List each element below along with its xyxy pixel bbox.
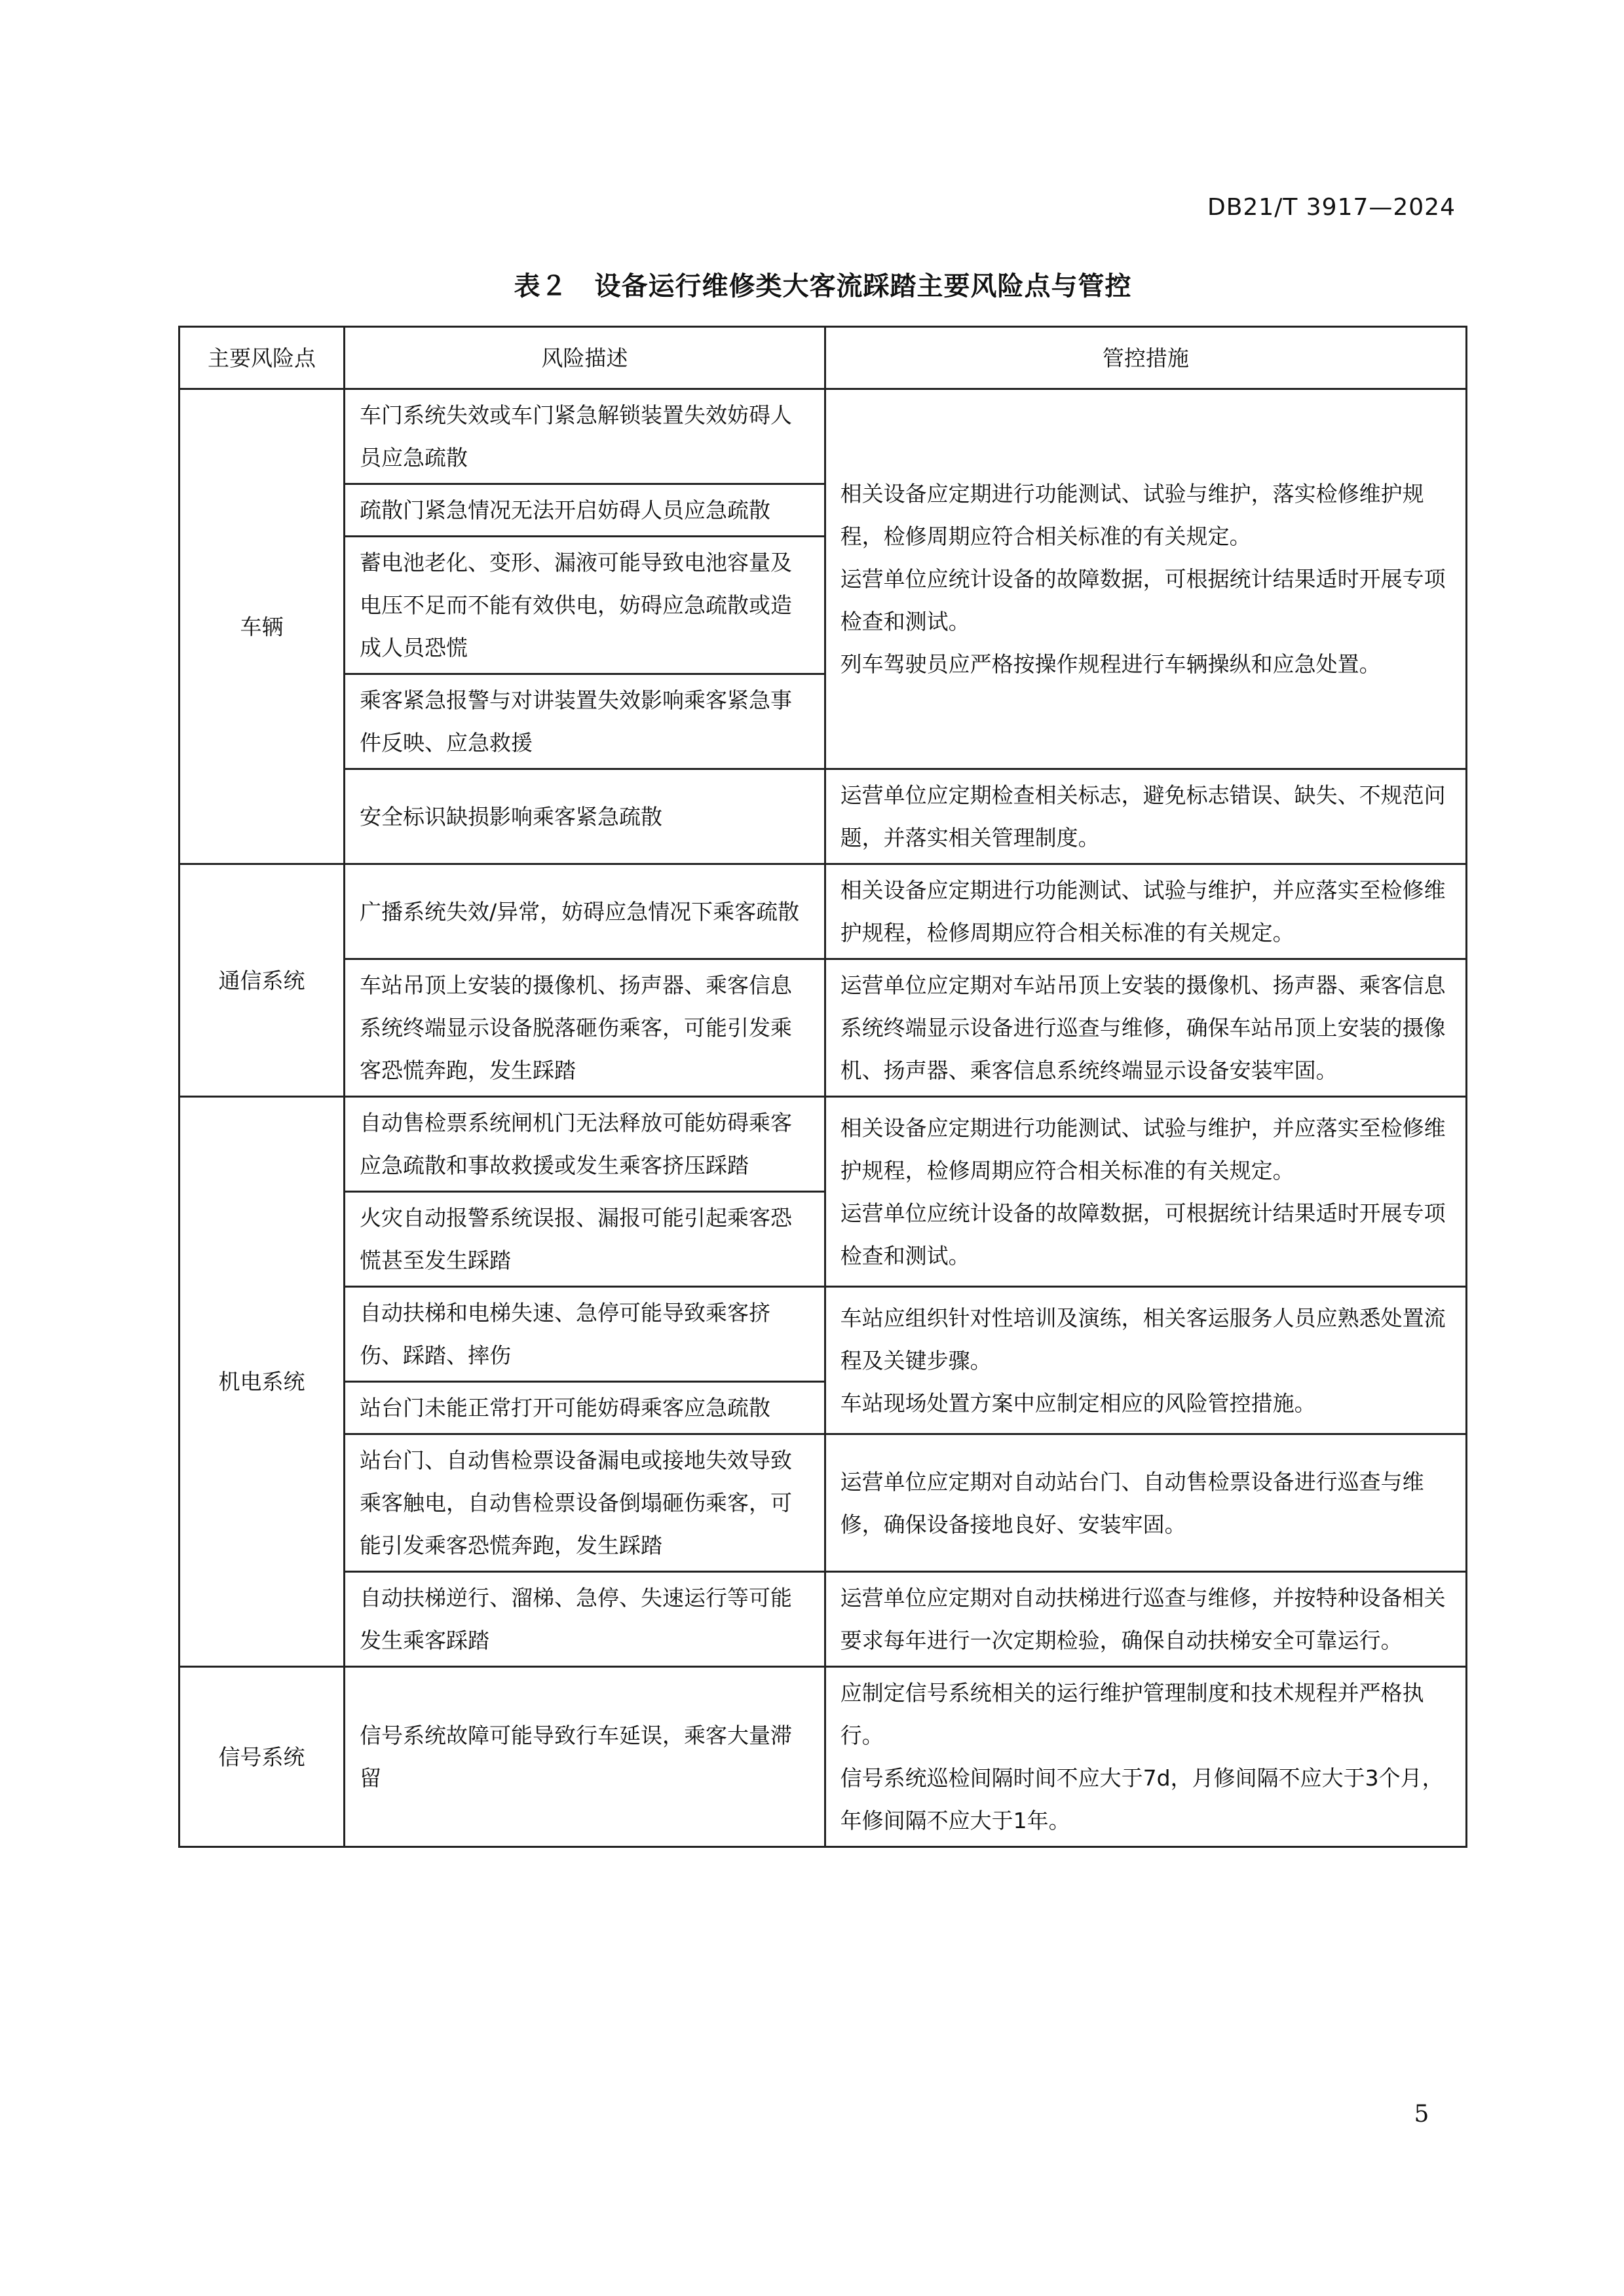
risk-description: 广播系统失效/异常，妨碍应急情况下乘客疏散: [344, 864, 825, 959]
risk-description: 车站吊顶上安装的摄像机、扬声器、乘客信息系统终端显示设备脱落砸伤乘客，可能引发乘客恐慌奔跑，发生踩踏: [344, 959, 825, 1097]
control-measure: [825, 1434, 1466, 1572]
table-row: [179, 864, 1467, 959]
control-paragraph: 运营单位应定期对车站吊顶上安装的摄像机、扬声器、乘客信息系统终端显示设备进行巡查与维修，确保车站吊顶上安装的摄像机、扬声器、乘客信息系统终端显示设备安装牢固。: [840, 972, 1446, 1083]
control-paragraph: 运营单位应统计设备的故障数据，可根据统计结果适时开展专项检查和测试。: [840, 566, 1446, 634]
control-paragraph: 运营单位应统计设备的故障数据，可根据统计结果适时开展专项检查和测试。: [840, 1200, 1446, 1269]
table-row: [179, 769, 1467, 864]
risk-description: 自动售检票系统闸机门无法释放可能妨碍乘客应急疏散和事故救援或发生乘客挤压踩踏: [344, 1097, 825, 1192]
table-row: [179, 1572, 1467, 1667]
control-paragraph: 车站应组织针对性培训及演练，相关客运服务人员应熟悉处置流程及关键步骤。: [840, 1305, 1446, 1373]
table-row: [179, 1434, 1467, 1572]
control-measure: [825, 769, 1466, 864]
control-paragraph: 车站现场处置方案中应制定相应的风险管控措施。: [840, 1390, 1316, 1416]
control-paragraph: 相关设备应定期进行功能测试、试验与维护，并应落实至检修维护规程，检修周期应符合相关标准的有关规定。: [840, 877, 1446, 946]
risk-description: 自动扶梯逆行、溜梯、急停、失速运行等可能发生乘客踩踏: [344, 1572, 825, 1667]
table-row: [179, 1287, 1467, 1382]
table-title: 表２ 设备运行维修类大客流踩踏主要风险点与管控: [514, 271, 1132, 301]
control-paragraph: 运营单位应定期检查相关标志，避免标志错误、缺失、不规范问题，并落实相关管理制度。: [840, 782, 1446, 851]
risk-description: 乘客紧急报警与对讲装置失效影响乘客紧急事件反映、应急救援: [344, 674, 825, 769]
risk-description: 安全标识缺损影响乘客紧急疏散: [344, 769, 825, 864]
table-row: [179, 959, 1467, 1097]
table-row: [179, 1667, 1467, 1847]
control-paragraph: 列车驾驶员应严格按操作规程进行车辆操纵和应急处置。: [840, 651, 1381, 677]
control-measure: [825, 1287, 1466, 1434]
control-paragraph: 运营单位应定期对自动站台门、自动售检票设备进行巡查与维修，确保设备接地良好、安装牢固。: [840, 1468, 1424, 1537]
risk-point-communication: 通信系统: [179, 864, 345, 1097]
risk-point-signal: 信号系统: [179, 1667, 345, 1847]
control-measure: [825, 864, 1466, 959]
risk-control-table: [178, 326, 1467, 1848]
risk-point-mep: 机电系统: [179, 1097, 345, 1667]
risk-description: 火灾自动报警系统误报、漏报可能引起乘客恐慌甚至发生踩踏: [344, 1192, 825, 1287]
risk-description: 蓄电池老化、变形、漏液可能导致电池容量及电压不足而不能有效供电，妨碍应急疏散或造成人员恐慌: [344, 537, 825, 674]
risk-description: 站台门未能正常打开可能妨碍乘客应急疏散: [344, 1382, 825, 1434]
risk-description: 车门系统失效或车门紧急解锁装置失效妨碍人员应急疏散: [344, 389, 825, 484]
document-code: DB21/T 3917—2024: [1207, 194, 1456, 221]
risk-description: 站台门、自动售检票设备漏电或接地失效导致乘客触电，自动售检票设备倒塌砸伤乘客，可能引发乘客恐慌奔跑，发生踩踏: [344, 1434, 825, 1572]
control-paragraph: 应制定信号系统相关的运行维护管理制度和技术规程并严格执行。: [840, 1680, 1424, 1748]
column-header-control-measures: 管控措施: [825, 327, 1466, 389]
risk-description: 自动扶梯和电梯失速、急停可能导致乘客挤伤、踩踏、摔伤: [344, 1287, 825, 1382]
column-header-risk-description: 风险描述: [344, 327, 825, 389]
column-header-risk-point: 主要风险点: [179, 327, 345, 389]
control-paragraph: 相关设备应定期进行功能测试、试验与维护，并应落实至检修维护规程，检修周期应符合相关标准的有关规定。: [840, 1115, 1446, 1183]
control-measure: [825, 389, 1466, 769]
control-measure: [825, 1572, 1466, 1667]
table-header-row: [179, 327, 1467, 389]
control-paragraph: 运营单位应定期对自动扶梯进行巡查与维修，并按特种设备相关要求每年进行一次定期检验，确保自动扶梯安全可靠运行。: [840, 1585, 1446, 1653]
control-measure: [825, 959, 1466, 1097]
control-measure: [825, 1097, 1466, 1287]
risk-description: 信号系统故障可能导致行车延误，乘客大量滞留: [344, 1667, 825, 1847]
page-number: 5: [1414, 2101, 1429, 2128]
table-row: [179, 1097, 1467, 1192]
control-measure: [825, 1667, 1466, 1847]
control-paragraph: 信号系统巡检间隔时间不应大于7d，月修间隔不应大于3个月，年修间隔不应大于1年。: [840, 1765, 1444, 1833]
table-row: [179, 389, 1467, 484]
risk-point-vehicle: 车辆: [179, 389, 345, 864]
risk-description: 疏散门紧急情况无法开启妨碍人员应急疏散: [344, 484, 825, 537]
control-paragraph: 相关设备应定期进行功能测试、试验与维护，落实检修维护规程，检修周期应符合相关标准的有关规定。: [840, 481, 1424, 549]
